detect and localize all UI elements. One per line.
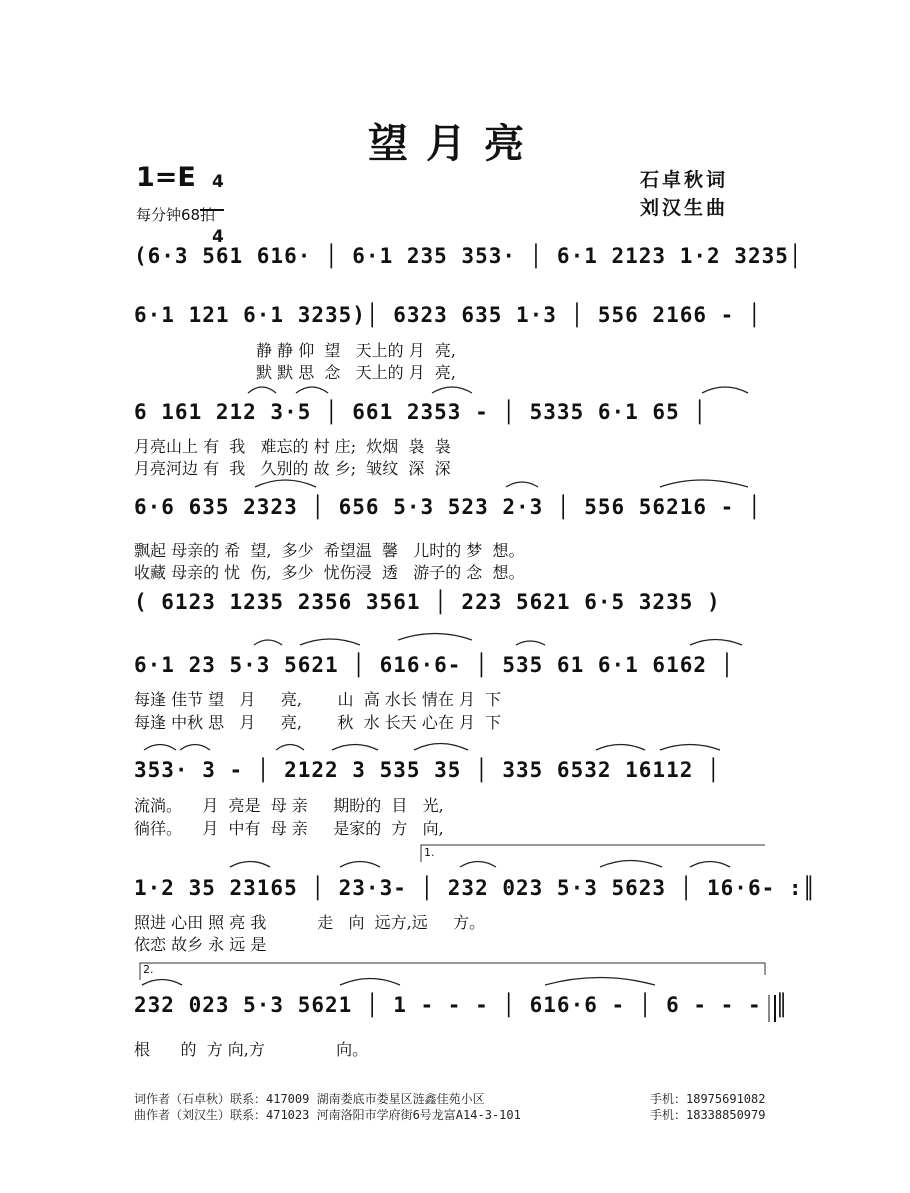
footer-composer-contact: 曲作者（刘汉生）联系：471023 河南洛阳市学府街6号龙富A14-3-101 xyxy=(134,1108,521,1122)
slur-arc xyxy=(144,745,176,751)
notation-line-9: 232 023 5·3 5621 │ 1 - - - │ 616·6 - │ 6 - - - ║ xyxy=(134,993,789,1017)
notation-line-6: 6·1 23 5·3 5621 │ 616·6- │ 535 61 6·1 6162 │ xyxy=(134,653,735,677)
lyricist-credit: 石卓秋词 xyxy=(640,169,729,191)
notation-line-2: 6·1 121 6·1 3235)│ 6323 635 1·3 │ 556 2166 - │ xyxy=(134,303,762,327)
slur-arc xyxy=(296,387,328,393)
slur-arc xyxy=(276,745,304,751)
volta-first-bracket xyxy=(421,845,765,862)
lyric-line-6-verse-2: 每逢 中秋 思 月 亮, 秋 水 长天 心在 月 下 xyxy=(134,713,502,732)
lyric-line-6-verse-1: 每逢 佳节 望 月 亮, 山 高 水长 情在 月 下 xyxy=(134,690,502,709)
slur-arc xyxy=(702,387,748,393)
notation-line-1: (6·3 561 616· │ 6·1 235 353· │ 6·1 2123 1·2 3235│ xyxy=(134,244,803,268)
composer-credit: 刘汉生曲 xyxy=(640,197,729,219)
slur-arc xyxy=(142,980,182,986)
slur-arc xyxy=(432,387,472,393)
volta-second-label: 2. xyxy=(143,963,154,976)
slur-arc xyxy=(690,862,730,868)
slur-arc xyxy=(300,639,360,645)
footer-lyricist-contact: 词作者（石卓秋）联系：417009 湖南娄底市娄星区涟鑫佳苑小区 xyxy=(134,1092,485,1106)
volta-second-bracket xyxy=(140,963,765,980)
slur-arc xyxy=(254,640,282,645)
key-signature: 1=E xyxy=(136,162,196,193)
lyric-line-2-verse-2: 默 默 思 念 天上的 月 亮, xyxy=(134,363,457,382)
footer-lyricist-phone: 手机：18975691082 xyxy=(650,1092,766,1106)
volta-first-label: 1. xyxy=(424,846,435,859)
notation-line-3: 6 161 212 3·5 │ 661 2353 - │ 5335 6·1 65 │ xyxy=(134,400,708,424)
lyric-line-8-verse-2: 依恋 故乡 永 远 是 xyxy=(134,935,267,954)
slur-arc xyxy=(660,745,720,751)
time-signature xyxy=(200,157,224,246)
slur-arc xyxy=(600,861,662,868)
tempo-marking: 每分钟68拍 xyxy=(136,206,216,224)
lyric-line-3-verse-2: 月亮河边 有 我 久别的 故 乡; 皱纹 深 深 xyxy=(134,459,451,478)
slur-arc xyxy=(340,862,380,868)
slur-arc xyxy=(516,641,545,645)
notation-line-5: ( 6123 1235 2356 3561 │ 223 5621 6·5 3235 ) xyxy=(134,590,721,614)
lyric-line-4-verse-1: 飘起 母亲的 希 望, 多少 希望温 馨 儿时的 梦 想。 xyxy=(134,541,525,560)
slur-arc xyxy=(180,745,210,751)
lyric-line-8-verse-1: 照进 心田 照 亮 我 走 向 远方,远 方。 xyxy=(134,913,486,932)
slur-arc xyxy=(545,978,655,986)
notation-line-7: 353· 3 - │ 2122 3 535 35 │ 335 6532 16112 │ xyxy=(134,758,721,782)
lyric-line-4-verse-2: 收藏 母亲的 忧 伤, 多少 忧伤浸 透 游子的 念 想。 xyxy=(134,563,525,582)
notation-line-8: 1·2 35 23165 │ 23·3- │ 232 023 5·3 5623 │ 16·6- :║ xyxy=(134,876,817,900)
song-title: 望月亮 xyxy=(368,120,542,167)
lyric-line-3-verse-1: 月亮山上 有 我 难忘的 村 庄; 炊烟 袅 袅 xyxy=(134,437,451,456)
slur-arc xyxy=(460,862,496,868)
slur-arc xyxy=(230,862,270,868)
slur-arc xyxy=(596,745,645,751)
notation-line-4: 6·6 635 2323 │ 656 5·3 523 2·3 │ 556 56216 - │ xyxy=(134,495,762,519)
slur-arc xyxy=(248,387,276,393)
footer-composer-phone: 手机：18338850979 xyxy=(650,1108,766,1122)
slur-arc xyxy=(340,979,400,986)
lyric-line-2-verse-1: 静 静 仰 望 天上的 月 亮, xyxy=(134,341,457,360)
time-signature-bottom: 4 xyxy=(212,227,224,247)
slur-arc xyxy=(660,480,748,487)
slur-arc xyxy=(332,745,378,751)
slur-arc xyxy=(690,640,742,646)
slur-arc xyxy=(414,744,468,751)
lyric-line-7-verse-2: 徜徉。 月 中有 母 亲 是家的 方 向, xyxy=(134,819,444,838)
slur-arc xyxy=(506,482,538,487)
slur-arc xyxy=(398,634,472,641)
time-signature-top: 4 xyxy=(212,172,224,192)
lyric-line-9-verse-1: 根 的 方 向,方 向。 xyxy=(134,1040,369,1059)
lyric-line-7-verse-1: 流淌。 月 亮是 母 亲 期盼的 目 光, xyxy=(134,796,444,815)
slur-arc xyxy=(255,480,316,487)
